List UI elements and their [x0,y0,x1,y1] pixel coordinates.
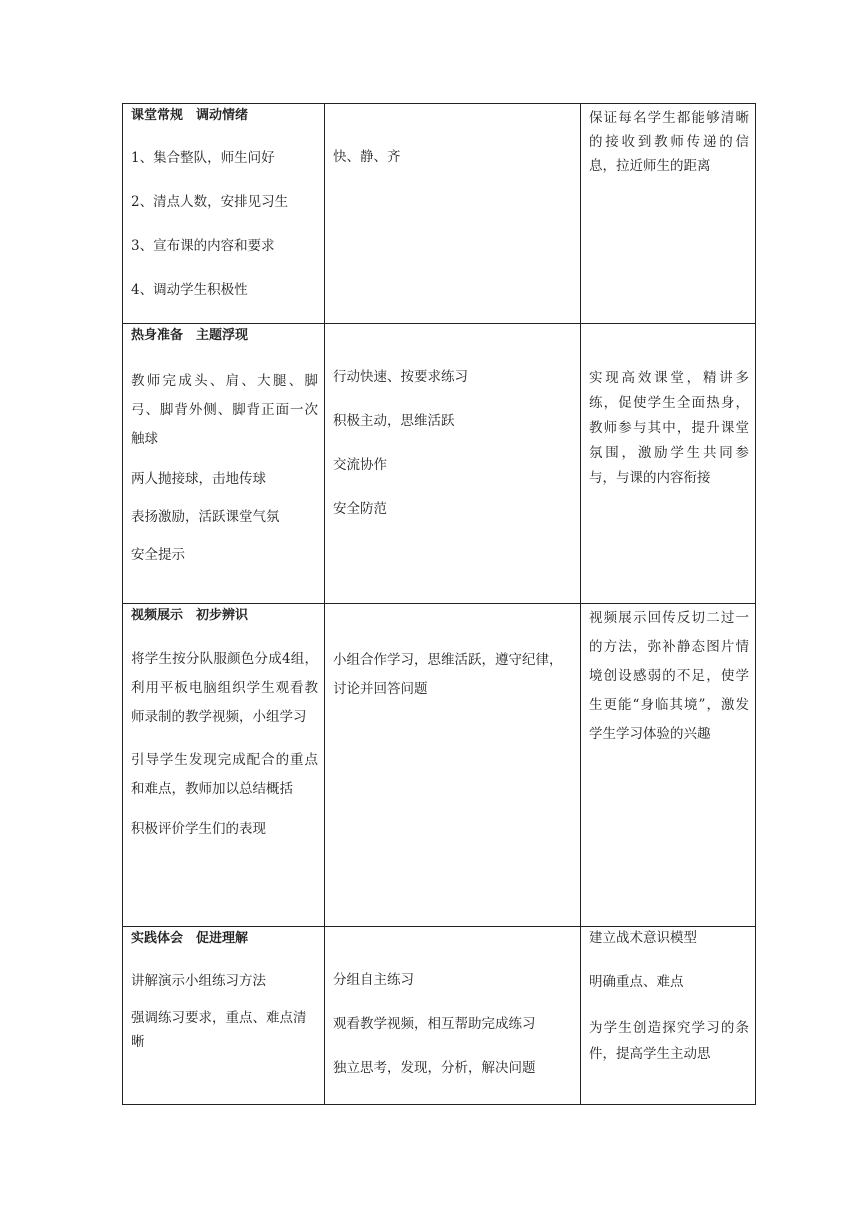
paragraph: 两人抛接球，击地传球 [131,471,266,487]
table-row [123,324,756,604]
paragraph: 2、清点人数，安排见习生 [131,194,289,210]
purpose-cell [581,604,756,927]
table-row [123,104,756,324]
paragraph: 为学生创造探究学习的条件，提高学生主动思 [589,1020,749,1062]
paragraph: 安全提示 [131,547,185,563]
paragraph: 积极评价学生们的表现 [131,821,266,837]
paragraph: 安全防范 [333,501,387,517]
table-row [123,604,756,927]
activity-cell [123,104,325,324]
section-title: 热身准备 主题浮现 [131,328,249,343]
paragraph: 交流协作 [333,457,387,473]
purpose-cell [581,324,756,604]
section-title: 视频展示 初步辨识 [131,608,249,623]
paragraph: 分组自主练习 [333,972,414,988]
section-title: 课堂常规 调动情绪 [131,108,249,123]
paragraph: 快、静、齐 [333,149,401,165]
paragraph: 将学生按分队服颜色分成4组，利用平板电脑组织学生观看教师录制的教学视频，小组学习 [131,651,318,725]
student-cell [325,324,581,604]
paragraph: 强调练习要求，重点、难点清晰 [131,1010,307,1050]
purpose-cell [581,104,756,324]
paragraph: 引导学生发现完成配合的重点和难点，教师加以总结概括 [131,752,318,797]
student-cell [325,604,581,927]
paragraph: 讲解演示小组练习方法 [131,973,266,989]
paragraph: 4、调动学生积极性 [131,282,248,298]
section-title: 实践体会 促进理解 [131,931,249,946]
paragraph: 保证每名学生都能够清晰的接收到教师传递的信息，拉近师生的距离 [589,110,749,174]
purpose-cell [581,927,756,1105]
paragraph: 教师完成头、肩、大腿、脚弓、脚背外侧、脚背正面一次触球 [131,373,318,447]
activity-cell [123,927,325,1105]
paragraph: 积极主动，思维活跃 [333,413,455,429]
paragraph: 3、宣布课的内容和要求 [131,238,275,254]
paragraph: 建立战术意识模型 [589,930,697,946]
paragraph: 表扬激励，活跃课堂气氛 [131,509,280,525]
paragraph: 观看教学视频，相互帮助完成练习 [333,1016,536,1032]
paragraph: 独立思考，发现，分析，解决问题 [333,1060,536,1076]
student-cell [325,927,581,1105]
activity-cell [123,604,325,927]
lesson-plan-table [122,103,756,1105]
paragraph: 1、集合整队，师生问好 [131,150,275,166]
student-cell [325,104,581,324]
table-row [123,927,756,1105]
paragraph: 视频展示回传反切二过一的方法，弥补静态图片情境创设感弱的不足，使学生更能“身临其境”，激发学生学习体验的兴趣 [589,610,749,742]
paragraph: 明确重点、难点 [589,974,684,990]
paragraph: 小组合作学习，思维活跃，遵守纪律，讨论并回答问题 [333,652,563,697]
paragraph: 实现高效课堂，精讲多练，促使学生全面热身，教师参与其中，提升课堂氛围，激励学生共同参与，与课的内容衔接 [589,370,749,486]
activity-cell [123,324,325,604]
paragraph: 行动快速、按要求练习 [333,369,468,385]
